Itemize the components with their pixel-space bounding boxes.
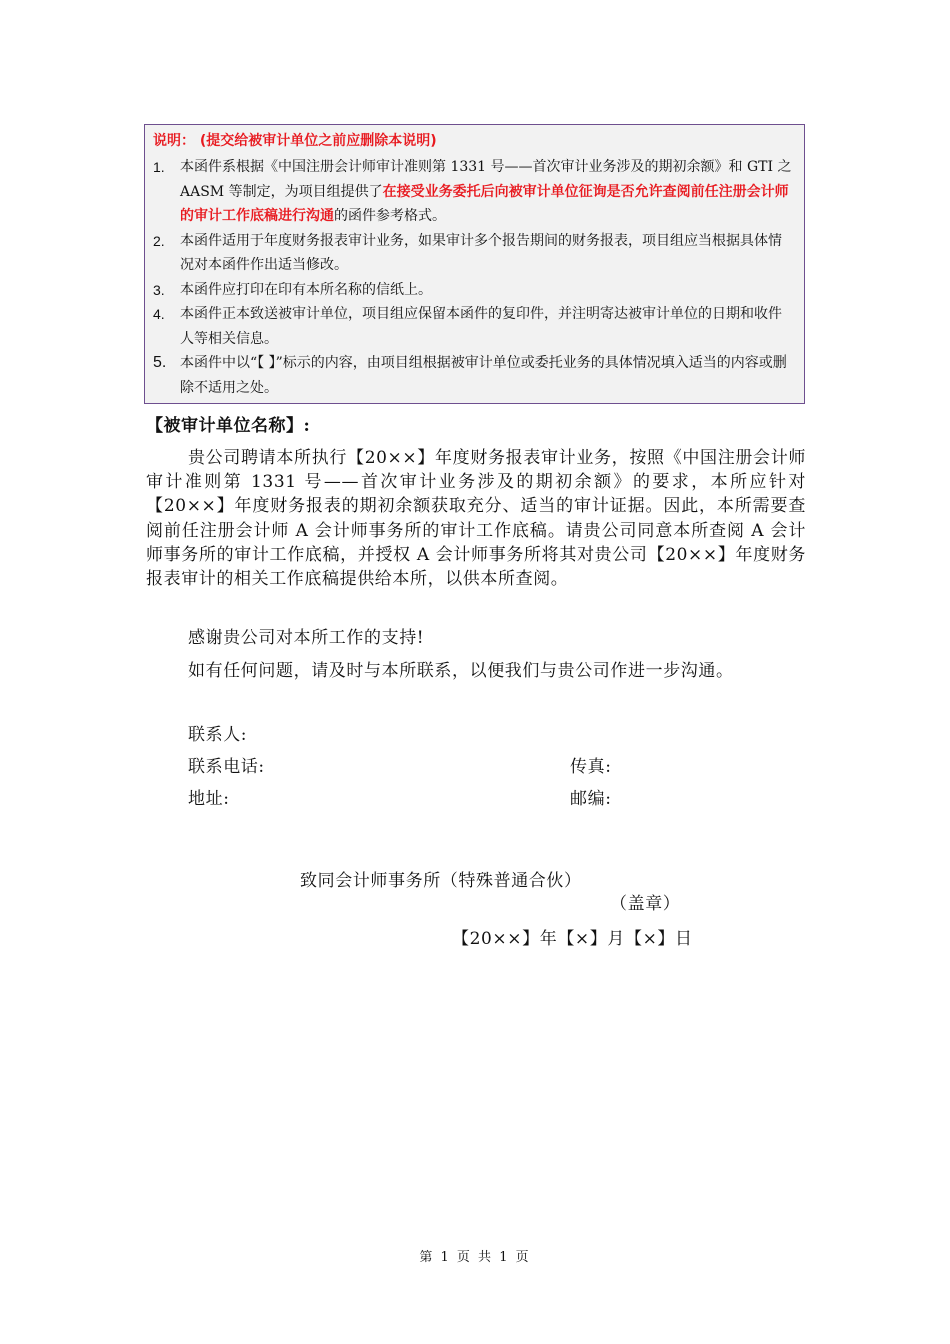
firm-name: 致同会计师事务所（特殊普通合伙） — [300, 871, 582, 891]
instruction-number: 2. — [153, 232, 165, 249]
letter-thanks: 感谢贵公司对本所工作的支持! — [188, 628, 425, 648]
instruction-text-end: 的函件参考格式。 — [334, 208, 446, 224]
instruction-highlight: 在接受业务委托后向被审计单位征询是否允许查阅前任注册会计师的审计工作底稿进行沟通 — [180, 183, 789, 224]
instruction-item-5 — [153, 351, 794, 400]
instruction-text: 本函件应打印在印有本所名称的信纸上。 — [180, 281, 432, 298]
letter-addressee: 【被审计单位名称】: — [146, 416, 311, 436]
instruction-box — [144, 124, 805, 404]
instruction-text: 本函件系根据《中国注册会计师审计准则第 1331 号——首次审计业务涉及的期初余额》和 GTI 之 AASM 等制定，为项目组提供了 — [180, 159, 792, 200]
instruction-item-1 — [153, 155, 794, 229]
instruction-number: 3. — [153, 281, 165, 298]
letter-date: 【20××】年【×】月【×】日 — [452, 929, 693, 949]
contact-person-label: 联系人: — [188, 725, 248, 745]
instruction-text: 本函件中以“【 】”标示的内容，由项目组根据被审计单位或委托业务的具体情况填入适当的内容或删除不适用之处。 — [180, 355, 787, 396]
page-footer: 第 1 页 共 1 页 — [419, 1250, 531, 1265]
instruction-number: 1. — [153, 159, 165, 175]
letter-body: 贵公司聘请本所执行【20××】年度财务报表审计业务，按照《中国注册会计师审计准则第 1331 号——首次审计业务涉及的期初余额》的要求，本所应针对【20××】年度财务报表的期初余额获取充分、适当的审计证据。因此，本所需要查阅前任注册会计师 A 会计师事务所的审计工作底稿。请贵公司同意本所查阅 A 会计师事务所的审计工作底稿，并授权 A 会计师事务所将其对贵公司【20××】年度财务报表审计的相关工作底稿提供给本所，以供本所查阅。 — [146, 448, 806, 590]
instruction-text: 本函件正本致送被审计单位，项目组应保留本函件的复印件，并注明寄达被审计单位的日期和收件人等相关信息。 — [180, 306, 782, 347]
seal-label: （盖章） — [610, 894, 681, 914]
postcode-label: 邮编: — [570, 789, 612, 809]
letter-contact-note: 如有任何问题，请及时与本所联系，以便我们与贵公司作进一步沟通。 — [188, 661, 734, 681]
phone-label: 联系电话: — [188, 757, 265, 777]
instruction-number: 4. — [153, 306, 165, 322]
address-label: 地址: — [188, 789, 230, 809]
instruction-number: 5. — [153, 354, 167, 371]
instruction-title: 说明： (提交给被审计单位之前应删除本说明) — [153, 133, 437, 149]
instruction-list — [153, 155, 794, 400]
instruction-item-2 — [153, 229, 794, 278]
instruction-item-4 — [153, 302, 794, 351]
fax-label: 传真: — [570, 757, 612, 777]
instruction-text: 本函件适用于年度财务报表审计业务，如果审计多个报告期间的财务报表，项目组应当根据具体情况对本函件作出适当修改。 — [180, 232, 782, 273]
instruction-item-3 — [153, 278, 794, 303]
